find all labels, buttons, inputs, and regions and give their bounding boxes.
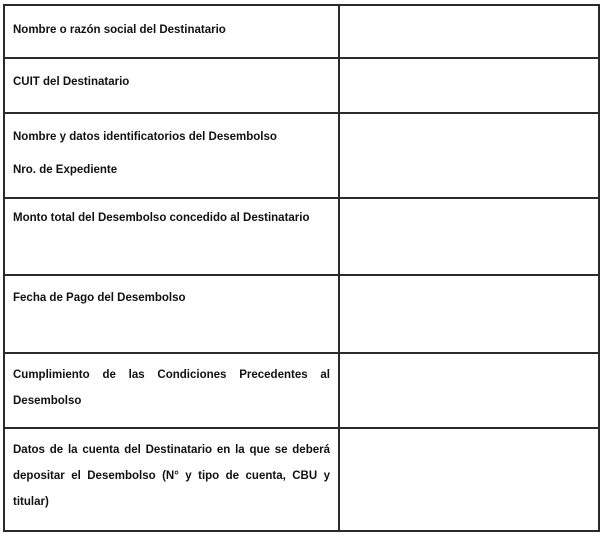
- table-row: [4, 5, 599, 58]
- label-cell-fecha-pago: [4, 275, 339, 353]
- label-cell-condiciones: [4, 353, 339, 428]
- table-row: [4, 113, 599, 198]
- field-label: Nombre o razón social del Destinatario: [13, 24, 226, 36]
- label-cell-cuit: [4, 58, 339, 113]
- table-row: [4, 353, 599, 428]
- value-cell-condiciones[interactable]: [339, 353, 599, 428]
- desembolso-form-table: [3, 4, 600, 532]
- field-label: Monto total del Desembolso concedido al Destinatario: [13, 212, 310, 224]
- label-cell-desembolso: [4, 113, 339, 198]
- value-cell-monto-total[interactable]: [339, 198, 599, 275]
- label-cell-datos-cuenta: [4, 428, 339, 531]
- field-label: CUIT del Destinatario: [13, 76, 130, 88]
- table-row: [4, 428, 599, 531]
- table-row: [4, 275, 599, 353]
- table-row: [4, 58, 599, 113]
- field-sublabel: Nro. de Expediente: [13, 164, 118, 176]
- label-cell-monto-total: [4, 198, 339, 275]
- field-label: Fecha de Pago del Desembolso: [13, 292, 186, 304]
- table-row: [4, 198, 599, 275]
- field-label: Datos de la cuenta del Destinatario en la que se deberá depositar el Desembolso (N° y tipo de cuenta, CBU y titular): [13, 444, 330, 508]
- field-label: Nombre y datos identificatorios del Desembolso: [13, 131, 277, 143]
- value-cell-fecha-pago[interactable]: [339, 275, 599, 353]
- value-cell-cuit[interactable]: [339, 58, 599, 113]
- value-cell-datos-cuenta[interactable]: [339, 428, 599, 531]
- field-label: Cumplimiento de las Condiciones Precedentes al Desembolso: [13, 369, 330, 407]
- value-cell-desembolso[interactable]: [339, 113, 599, 198]
- value-cell-razon-social[interactable]: [339, 5, 599, 58]
- label-cell-razon-social: [4, 5, 339, 58]
